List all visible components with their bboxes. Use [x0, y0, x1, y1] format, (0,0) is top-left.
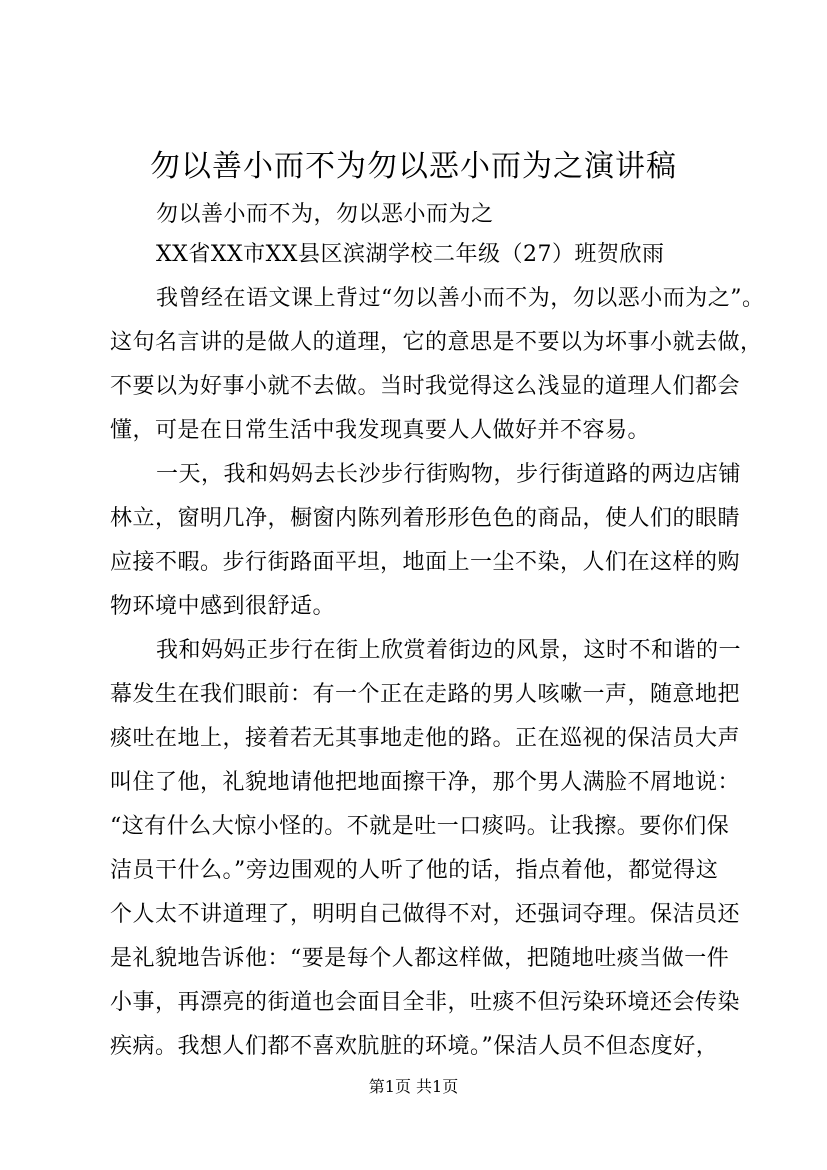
paragraph-line: 痰吐在地上，接着若无其事地走他的路。正在巡视的保洁员大声 — [110, 726, 741, 751]
subtitle: 勿以善小而不为，勿以恶小而为之 — [156, 202, 494, 227]
paragraph-line: 一天，我和妈妈去长沙步行街购物，步行街道路的两边店铺 — [156, 462, 742, 487]
paragraph-line: 我曾经在语文课上背过“勿以善小而不为，勿以恶小而为之”。 — [156, 286, 765, 311]
paragraph-line: “这有什么大惊小怪的。不就是吐一口痰吗。让我擦。要你们保 — [110, 814, 730, 839]
paragraph-line: 林立，窗明几净，橱窗内陈列着形形色色的商品，使人们的眼睛 — [110, 506, 741, 531]
paragraph-line: 个人太不讲道理了，明明自己做得不对，还强词夺理。保洁员还 — [110, 902, 741, 927]
page-title: 勿以善小而不为勿以恶小而为之演讲稿 — [150, 149, 677, 184]
author-line: XX省XX市XX县区滨湖学校二年级（27）班贺欣雨 — [156, 242, 665, 267]
paragraph-line: 物环境中感到很舒适。 — [110, 594, 336, 619]
paragraph-line: 应接不暇。步行街路面平坦，地面上一尘不染，人们在这样的购 — [110, 550, 741, 575]
page-footer: 第1页 共1页 — [368, 1077, 459, 1096]
paragraph-line: 我和妈妈正步行在街上欣赏着街边的风景，这时不和谐的一 — [156, 638, 742, 663]
paragraph-line: 懂，可是在日常生活中我发现真要人人做好并不容易。 — [110, 418, 651, 443]
paragraph-line: 疾病。我想人们都不喜欢肮脏的环境。”保洁人员不但态度好， — [110, 1034, 719, 1059]
paragraph-line: 小事，再漂亮的街道也会面目全非，吐痰不但污染环境还会传染 — [110, 990, 741, 1015]
paragraph-line: 幕发生在我们眼前：有一个正在走路的男人咳嗽一声，随意地把 — [110, 682, 741, 707]
paragraph-line: 这句名言讲的是做人的道理，它的意思是不要以为坏事小就去做， — [110, 330, 763, 355]
paragraph-line: 是礼貌地告诉他：“要是每个人都这样做，把随地吐痰当做一件 — [110, 946, 730, 971]
paragraph-line: 洁员干什么。”旁边围观的人听了他的话，指点着他，都觉得这 — [110, 858, 719, 883]
paragraph-line: 不要以为好事小就不去做。当时我觉得这么浅显的道理人们都会 — [110, 374, 741, 399]
paragraph-line: 叫住了他，礼貌地请他把地面擦干净，那个男人满脸不屑地说： — [110, 770, 741, 795]
